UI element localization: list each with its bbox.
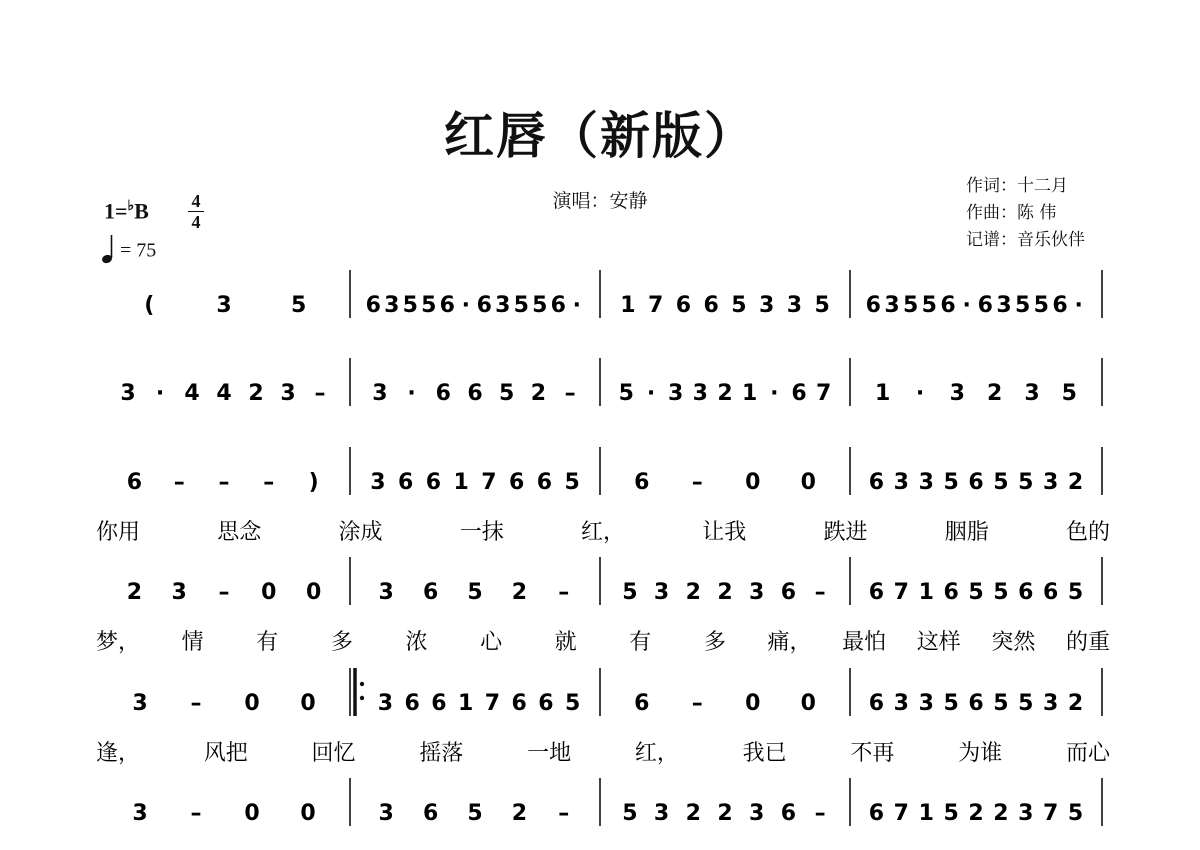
score-note: 6 [404,691,420,716]
composer-credit: 作曲：陈 伟 [966,203,1057,223]
score-note: 7 [647,293,664,318]
lyric-syllable: 突然 [991,630,1036,655]
score-note: 2 [968,801,984,826]
score-note: 5 [622,580,638,605]
score-note: 6 [425,470,442,495]
score-note: 3 [1043,691,1059,716]
score-note: 6 [431,691,447,716]
score-note: 2 [717,580,733,605]
score-note: 5 [402,293,418,318]
score-note: 5 [1018,470,1034,495]
lyric-syllable: 红， [580,520,626,545]
score-note: 1 [918,580,934,605]
score-note: 3 [132,801,148,826]
score-note: ) [308,470,319,495]
score-note: 6 [1052,293,1068,318]
score-note: 3 [893,691,909,716]
score-note: 5 [993,470,1009,495]
time-signature-top: 4 [191,191,201,211]
score-note: 5 [1067,801,1084,826]
score-note: 6 [968,691,984,716]
lyric-syllable: 为谁 [958,741,1003,766]
song-title: 红唇（新版） [444,106,756,165]
score-note: 6 [508,470,525,495]
score-note: 5 [921,293,937,318]
repeat-dot [360,696,364,700]
tempo-value: = 75 [120,239,157,262]
lyric-syllable: 色的 [1065,520,1111,545]
score-note: 6 [538,691,554,716]
score-note: – [314,381,326,406]
score-note: 0 [244,801,260,826]
score-note: 3 [758,293,775,318]
score-note: 2 [685,801,701,826]
repeat-dot [360,682,364,686]
lyric-syllable: 一抹 [459,520,504,545]
score-note: 0 [745,470,761,495]
time-signature-bottom: 4 [191,212,201,232]
score-note: 3 [120,381,136,406]
score-note: 3 [1018,801,1034,826]
score-note: 6 [780,580,797,605]
score-note: 3 [171,580,187,605]
score-note: 0 [800,691,816,716]
score-note: 3 [372,381,388,406]
key-note: B [134,198,149,224]
score-note: 5 [499,381,515,406]
score-note: 3 [668,381,684,406]
score-note: 6 [439,293,455,318]
score-note: 3 [132,691,148,716]
score-note: 5 [291,293,307,318]
score-note: 3 [653,801,670,826]
lyric-syllable: 让我 [702,520,747,545]
lyric-syllable: 涂成 [338,520,383,545]
singer-credit: 演唱：安静 [552,190,648,212]
lyric-syllable: 梦， [95,630,141,655]
score-note: 6 [422,801,439,826]
score-note: · [407,381,416,406]
score-note: 7 [484,691,501,716]
score-note: – [814,801,826,826]
score-note: 6 [977,293,993,318]
lyric-syllable: 逢， [95,741,141,766]
score-note: 2 [717,381,733,406]
score-note: 5 [1033,293,1049,318]
score-note: 7 [1043,801,1059,826]
score-note: 6 [1018,580,1034,605]
lyric-syllable: 浓 [405,630,428,655]
score-note: 5 [564,691,581,716]
score-note: – [173,470,185,495]
lyric-syllable: 思念 [217,520,262,545]
score-note: 5 [467,580,483,605]
score-note: 6 [365,293,381,318]
score-note: 2 [1067,691,1084,716]
lyric-syllable: 多 [330,630,353,655]
score-note: 5 [903,293,919,318]
score-note: – [814,580,826,605]
score-note: 6 [634,470,650,495]
score-note: 4 [184,381,200,406]
score-note: 5 [421,293,437,318]
score-note: 2 [993,801,1009,826]
lyric-syllable: 这样 [916,630,961,655]
score-note: 3 [1024,381,1040,406]
lyric-syllable: 而心 [1065,741,1111,766]
score-note: – [190,801,202,826]
score-note: 3 [1043,470,1059,495]
lyric-syllable: 多 [703,630,726,655]
lyric-syllable: 情 [181,630,204,655]
lyric-syllable: 的重 [1065,630,1111,655]
score-note: 0 [300,691,316,716]
score-note: 5 [564,470,580,495]
score-note: 1 [875,381,891,406]
score-note: 6 [868,801,885,826]
score-note: 2 [987,381,1003,406]
score-note: 5 [1061,381,1077,406]
score-note: 3 [216,293,232,318]
score-note: 6 [467,381,483,406]
score-note: 3 [749,801,765,826]
score-note: 2 [530,381,547,406]
score-note: 0 [745,691,761,716]
score-note: – [263,470,275,495]
score-note: 6 [703,293,719,318]
score-note: 6 [865,293,881,318]
score-note: 2 [1067,470,1084,495]
score-note: 6 [634,691,650,716]
score-note: 5 [1018,691,1034,716]
lyric-syllable: 不再 [850,741,895,766]
score-note: 7 [816,381,832,406]
score-note: 5 [993,691,1009,716]
score-note: 1 [457,691,474,716]
score-note: · [1074,293,1083,318]
score-note: · [962,293,971,318]
score-note: 5 [618,381,634,406]
score-note: – [218,580,230,605]
lyric-syllable: 摇落 [419,741,464,766]
score-note: 3 [280,381,296,406]
score-note: 5 [943,691,959,716]
flat-sign: ♭ [127,199,135,214]
lyric-syllable: 你用 [95,520,141,545]
score-note: 6 [126,470,143,495]
score-note: – [558,801,570,826]
score-note: 3 [495,293,511,318]
score-note: 6 [791,381,807,406]
score-note: 5 [1067,580,1084,605]
lyric-syllable: 有 [629,630,652,655]
score-note: 5 [513,293,529,318]
score-note: 6 [968,470,984,495]
transcriber-credit: 记谱：音乐伙伴 [966,230,1085,250]
score-note: 5 [943,470,959,495]
score-note: – [691,691,703,716]
score-note: 6 [1043,580,1059,605]
score-note: 0 [800,470,816,495]
score-note: 1 [918,801,934,826]
score-note: 5 [532,293,548,318]
key-prefix: 1= [104,198,128,224]
score-note: · [646,381,656,406]
score-note: 3 [653,580,670,605]
score-note: 6 [675,293,692,318]
score-note: 3 [949,381,965,406]
score-note: 6 [550,293,566,318]
lyric-syllable: 跌进 [823,520,868,545]
score-note: 6 [536,470,553,495]
score-note: 5 [622,801,638,826]
score-note: 3 [786,293,803,318]
lyric-syllable: 有 [256,630,279,655]
score-note: · [461,293,470,318]
score-note: 6 [868,580,885,605]
score-note: 6 [868,691,885,716]
score-note: – [691,470,703,495]
score-note: – [564,381,576,406]
score-note: 3 [996,293,1012,318]
lyric-syllable: 红， [634,741,679,766]
score-note: 5 [1015,293,1031,318]
score-note: 6 [476,293,492,318]
score-note: 1 [620,293,636,318]
score-note: 5 [467,801,483,826]
score-note: 2 [685,580,701,605]
score-note: 3 [377,691,394,716]
score-note: 0 [305,580,322,605]
score-note: 3 [918,691,934,716]
score-note: 7 [481,470,497,495]
lyric-syllable: 胭脂 [944,520,989,545]
score-note: 5 [943,801,959,826]
score-note: – [218,470,230,495]
score-note: 6 [943,580,959,605]
score-note: – [558,580,570,605]
score-note: 0 [261,580,277,605]
score-note: 3 [378,801,394,826]
score-note: 6 [435,381,451,406]
score-note: 3 [884,293,900,318]
score-note: · [915,381,925,406]
score-note: 6 [940,293,956,318]
score-note: 6 [868,470,885,495]
lyric-syllable: 最怕 [842,630,887,655]
score-note: 3 [749,580,765,605]
score-note: 0 [300,801,316,826]
lyric-syllable: 回忆 [311,741,356,766]
score-note: 6 [780,801,797,826]
score-note: 2 [248,381,264,406]
score-note: 3 [384,293,400,318]
score-note: 6 [422,580,439,605]
score-note: 3 [378,580,394,605]
score-note: 7 [893,580,909,605]
score-note: 4 [216,381,232,406]
score-note: 5 [968,580,984,605]
score-note: · [572,293,581,318]
score-note: – [190,691,202,716]
score-note: 7 [893,801,909,826]
score-note: 2 [126,580,143,605]
score-note: 2 [511,801,528,826]
lyric-syllable: 我已 [742,741,787,766]
lyric-syllable: 痛， [767,630,812,655]
lyric-syllable: 心 [480,630,503,655]
score-note: 6 [511,691,527,716]
score-note: 2 [717,801,733,826]
score-note: 0 [244,691,260,716]
score-note: 3 [918,470,934,495]
lyric-syllable: 风把 [203,741,248,766]
score-note: · [770,381,779,406]
score-note: 5 [814,293,830,318]
score-note: ( [144,293,155,318]
lyricist-credit: 作词：十二月 [966,176,1068,196]
score-note: 1 [453,470,469,495]
score-note: 2 [511,580,528,605]
score-note: 5 [731,293,747,318]
score-note: 1 [742,381,758,406]
score-note: 6 [397,470,414,495]
score-note: · [155,381,165,406]
score-note: 3 [893,470,909,495]
lyric-syllable: 一地 [527,741,572,766]
score-note: 3 [370,470,386,495]
score-note: 5 [993,580,1009,605]
lyric-syllable: 就 [554,630,577,655]
score-note: 3 [692,381,708,406]
